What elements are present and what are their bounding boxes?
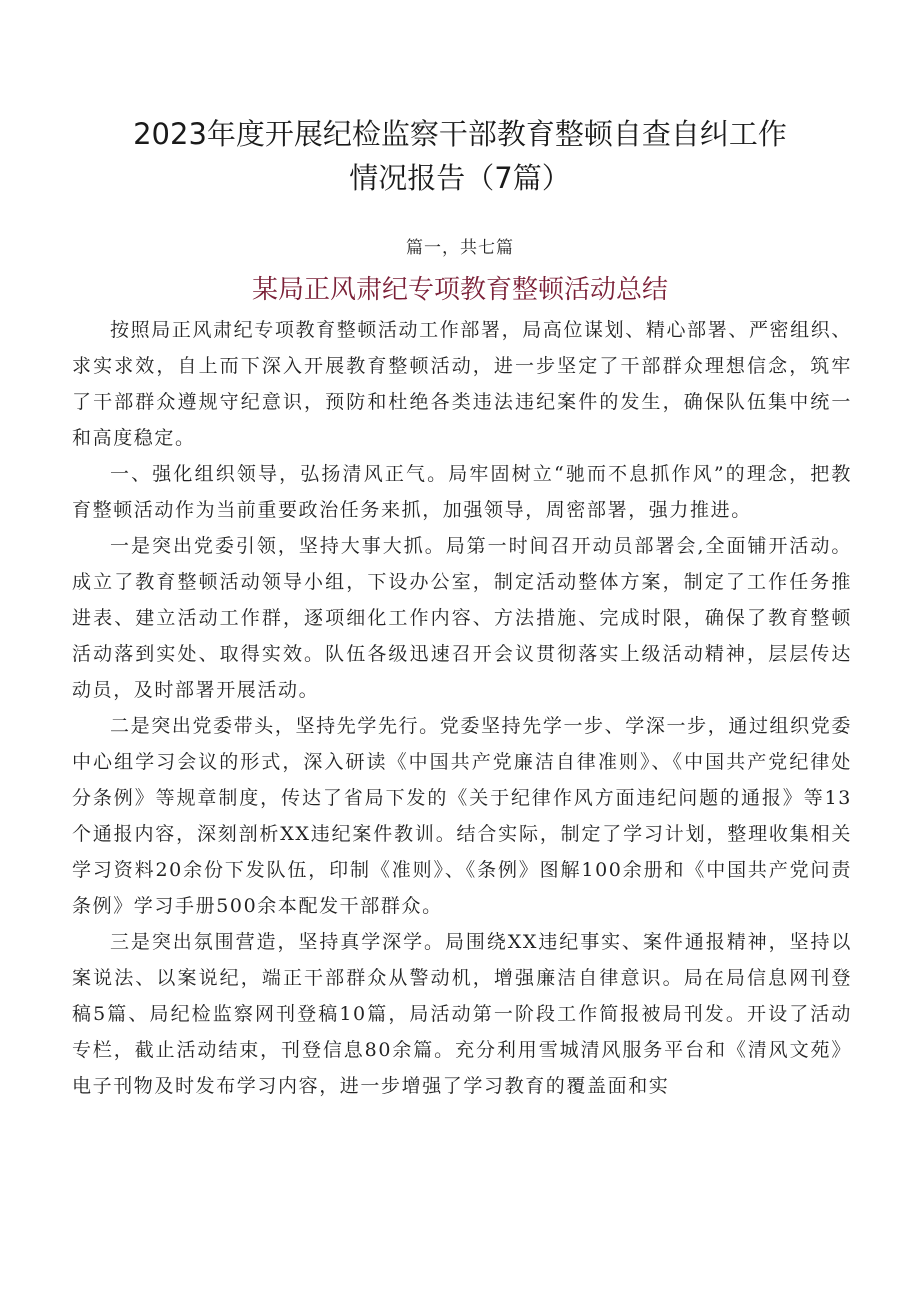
paragraph-point-three: 三是突出氛围营造，坚持真学深学。局围绕XX违纪事实、案件通报精神，坚持以案说法、以案说纪，端正干部群众从警动机，增强廉洁自律意识。局在局信息网刊登稿5篇、局纪检监察网刊登稿10篇，局活动第一阶段工作简报被局刊发。开设了活动专栏，截止活动结束，刊登信息80余篇。充分利用雪城清风服务平台和《清风文苑》电子刊物及时发布学习内容，进一步增强了学习教育的覆盖面和实 [72, 931, 852, 1097]
document-title: 2023年度开展纪检监察干部教育整顿自查自纠工作情况报告（7篇） [133, 117, 787, 195]
article-number-label: 篇一，共七篇 [406, 238, 514, 258]
paragraph-intro: 按照局正风肃纪专项教育整顿活动工作部署，局高位谋划、精心部署、严密组织、求实求效，自上而下深入开展教育整顿活动，进一步坚定了干部群众理想信念，筑牢了干部群众遵规守纪意识，预防和杜绝各类违法违纪案件的发生，确保队伍集中统一和高度稳定。 [72, 319, 852, 449]
article-body [72, 312, 852, 1104]
article-title: 某局正风肃纪专项教育整顿活动总结 [251, 275, 668, 305]
paragraph-section-one: 一、强化组织领导，弘扬清风正气。局牢固树立“驰而不息抓作风”的理念，把教育整顿活动作为当前重要政治任务来抓，加强领导，周密部署，强力推进。 [72, 463, 852, 521]
paragraph-point-two: 二是突出党委带头，坚持先学先行。党委坚持先学一步、学深一步，通过组织党委中心组学习会议的形式，深入研读《中国共产党廉洁自律准则》、《中国共产党纪律处分条例》等规章制度，传达了省局下发的《关于纪律作风方面违纪问题的通报》等13个通报内容，深刻剖析XX违纪案件教训。结合实际，制定了学习计划，整理收集相关学习资料20余份下发队伍，印制《准则》、《条例》图解100余册和《中国共产党问责条例》学习手册500余本配发干部群众。 [72, 715, 852, 917]
paragraph-point-one: 一是突出党委引领，坚持大事大抓。局第一时间召开动员部署会,全面铺开活动。成立了教育整顿活动领导小组，下设办公室，制定活动整体方案，制定了工作任务推进表、建立活动工作群，逐项细化工作内容、方法措施、完成时限，确保了教育整顿活动落到实处、取得实效。队伍各级迅速召开会议贯彻落实上级活动精神，层层传达动员，及时部署开展活动。 [72, 535, 852, 701]
